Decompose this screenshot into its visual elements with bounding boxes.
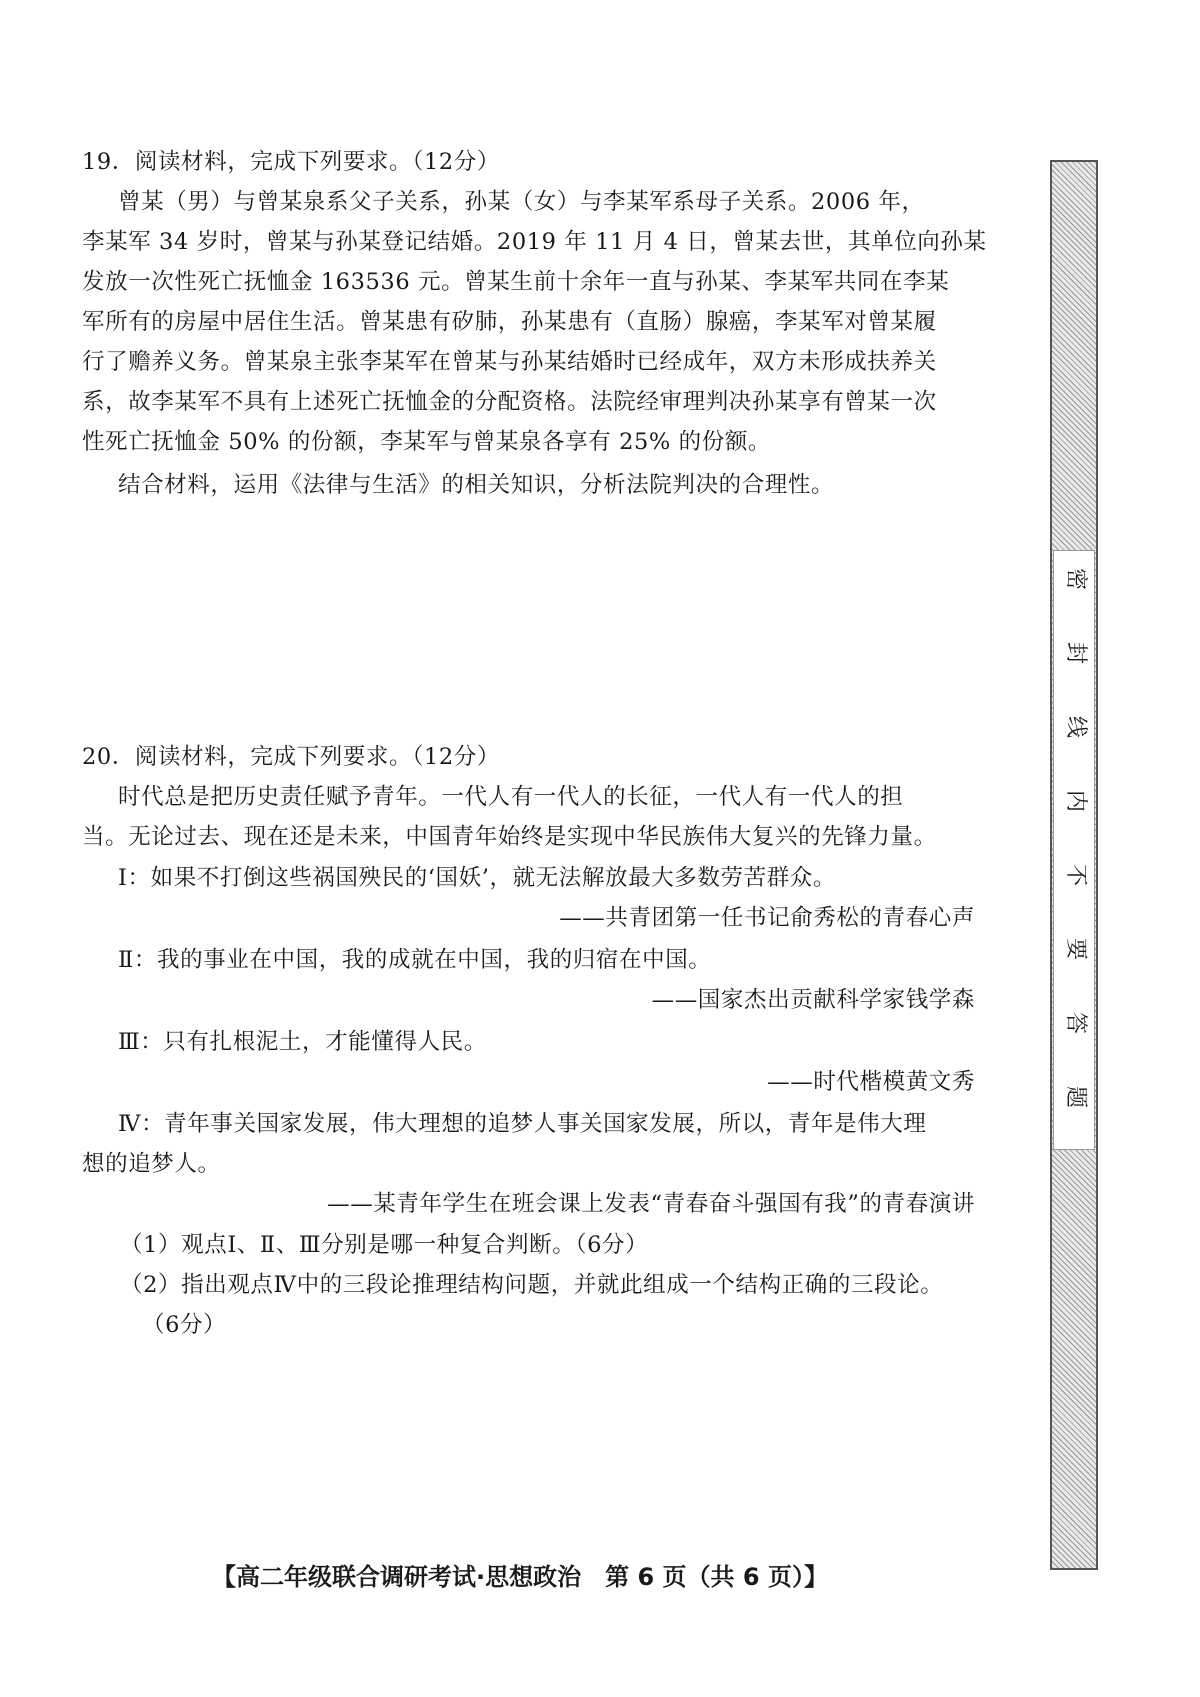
- seal-char-5: 不: [1063, 863, 1088, 886]
- seal-line-notice: [1053, 550, 1095, 1150]
- quote-2-text: Ⅱ：我的事业在中国，我的成就在中国，我的归宿在中国。: [118, 947, 712, 973]
- quote-4-line-2: 想的追梦人。: [82, 1151, 221, 1177]
- seal-char-1: 密: [1063, 567, 1088, 590]
- seal-char-6: 要: [1063, 937, 1088, 960]
- q19-line-1: 曾某（男）与曾某泉系父子关系，孙某（女）与李某军系母子关系。2006 年，: [118, 189, 925, 215]
- quote-4-source: ——某青年学生在班会课上发表“青春奋斗强国有我”的青春演讲: [327, 1191, 975, 1217]
- quote-4-line-1: Ⅳ：青年事关国家发展，伟大理想的追梦人事关国家发展，所以，青年是伟大理: [118, 1111, 927, 1137]
- seal-char-7: 答: [1063, 1011, 1088, 1034]
- q19-line-6: 系，故李某军不具有上述死亡抚恤金的分配资格。法院经审理判决孙某享有曾某一次: [82, 389, 937, 415]
- quote-2-source: ——国家杰出贡献科学家钱学森: [651, 987, 975, 1013]
- q20-sub-question-2-line-2: （6分）: [142, 1312, 227, 1338]
- seal-char-4: 内: [1063, 789, 1088, 812]
- q20-intro-1: 时代总是把历史责任赋予青年。一代人有一代人的长征，一代人有一代人的担: [118, 784, 904, 810]
- q20-sub-question-2-line-1: （2）指出观点Ⅳ中的三段论推理结构问题，并就此组成一个结构正确的三段论。: [120, 1272, 944, 1298]
- quote-1-source: ——共青团第一任书记俞秀松的青春心声: [559, 905, 975, 931]
- q19-line-5: 行了赡养义务。曾某泉主张李某军在曾某与孙某结婚时已经成年，双方未形成扶养关: [82, 349, 937, 375]
- q20-sub-question-1: （1）观点Ⅰ、Ⅱ、Ⅲ分别是哪一种复合判断。（6分）: [120, 1232, 649, 1258]
- q19-line-3: 发放一次性死亡抚恤金 163536 元。曾某生前十余年一直与孙某、李某军共同在李某: [82, 269, 950, 295]
- quote-3-source: ——时代楷模黄文秀: [767, 1069, 975, 1095]
- quote-1-text: Ⅰ：如果不打倒这些祸国殃民的‘国妖’，就无法解放最大多数劳苦群众。: [118, 865, 836, 891]
- answer-space-20[interactable]: [82, 1350, 982, 1540]
- seal-char-3: 线: [1063, 715, 1088, 738]
- seal-char-8: 题: [1063, 1085, 1088, 1108]
- question-20-title: 20．阅读材料，完成下列要求。（12分）: [82, 744, 501, 770]
- quote-3-text: Ⅲ：只有扎根泥土，才能懂得人民。: [118, 1029, 487, 1055]
- q19-task: 结合材料，运用《法律与生活》的相关知识，分析法院判决的合理性。: [118, 472, 835, 498]
- answer-space-19[interactable]: [82, 510, 982, 730]
- q20-intro-2: 当。无论过去、现在还是未来，中国青年始终是实现中华民族伟大复兴的先锋力量。: [82, 824, 937, 850]
- page-footer: 【高二年级联合调研考试·思想政治 第 6 页（共 6 页）】: [212, 1563, 828, 1591]
- q19-line-2: 李某军 34 岁时，曾某与孙某登记结婚。2019 年 11 月 4 日，曾某去世，其单位向孙某: [82, 229, 987, 255]
- question-19-title: 19．阅读材料，完成下列要求。（12分）: [82, 149, 501, 175]
- seal-char-2: 封: [1063, 641, 1088, 664]
- q19-line-4: 军所有的房屋中居住生活。曾某患有矽肺，孙某患有（直肠）腺癌，李某军对曾某履: [82, 309, 937, 335]
- q19-line-7: 性死亡抚恤金 50% 的份额，李某军与曾某泉各享有 25% 的份额。: [82, 429, 772, 455]
